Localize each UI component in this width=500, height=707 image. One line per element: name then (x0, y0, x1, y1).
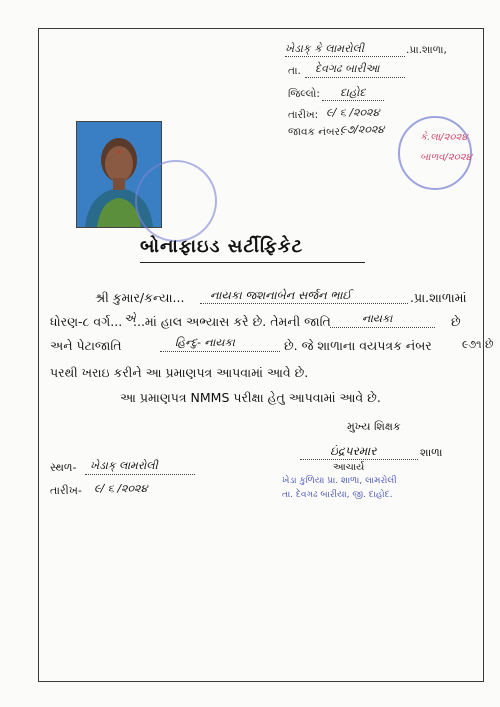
footer-date-label: તારીખ- (50, 484, 82, 497)
line3-prefix: અને પેટાજાતિ (50, 338, 122, 353)
title-underline (140, 262, 365, 263)
line3-mid: છે. જે શાળાના વયપત્રક નંબર (284, 338, 432, 353)
line2-prefix: ધોરણ-૮ વર્ગ... (50, 314, 123, 329)
footer-date-value: ૯/ ૬ /૨૦૨૪ (94, 482, 148, 495)
outward-number-label: જાવક નંબર: (288, 126, 344, 138)
line1-suffix: .પ્રા.શાળામાં (410, 290, 467, 305)
taluka-value: દેવગઢ બારીઆ (315, 62, 380, 75)
line5-text: આ પ્રમાણપત્ર NMMS પરીક્ષા હેતુ આપવામાં આવે છે. (120, 390, 381, 405)
line1-prefix: શ્રી કુમાર/કન્યા... (95, 290, 185, 305)
place-value: ખેડાક્ લામરોલી (90, 459, 158, 472)
date-value: ૯/ ૬ /૨૦૨૪ (326, 106, 380, 119)
certificate-title: બોનાફાઇડ સર્ટીફિકેટ (140, 236, 304, 257)
subcaste-value: હિન્દુ- નાયકા (175, 336, 235, 349)
student-name-value: નાયકા જશનાબેન સર્જન ભાઈ (210, 288, 352, 302)
principal-label: મુખ્ય શિક્ષક (347, 420, 401, 433)
class-value: એ (124, 312, 136, 325)
school-name-handwritten: ખેડાક્ કે લામરોલી (285, 42, 364, 55)
date-label: તારીખ: (288, 109, 319, 121)
acharya-label: આચાર્ય (333, 462, 365, 473)
stamp-handwriting-2: બાળવ/૨૦૨૪ (420, 152, 472, 163)
taluka-label: તા. (288, 65, 301, 77)
outward-number-value: ૯૭/૨૦૨૪ (340, 123, 385, 136)
caste-value: નાયકા (362, 312, 393, 325)
stamp-handwriting-1: કે.લા/૨૦૨૪ (420, 132, 468, 143)
line2-suffix: છે (451, 314, 461, 329)
place-label: સ્થળ- (50, 461, 77, 474)
line2-mid: ...માં હાલ અભ્યાસ કરે છે. તેમની જાતિ (133, 314, 331, 329)
photo-stamp (135, 160, 217, 242)
stamp-line-2: તા. દેવગઢ બારીયા, જી. દાહોદ. (282, 490, 393, 500)
district-label: જિલ્લો: (288, 88, 320, 100)
signature: ઇંદ્રપરમાર (330, 444, 377, 458)
stamp-line-1: ખેડા કુળિયા પ્રા. શાળા, લામરોલી (282, 476, 397, 486)
line4-text: પરથી ખરાઇ કરીને આ પ્રમાણપત્ર આપવામાં આવે છે. (50, 365, 309, 380)
district-value: દાહોદ (340, 86, 366, 99)
line3-suffix: ૯૭૧ છે (462, 338, 494, 351)
school-name-suffix: .પ્રા.શાળા, (406, 44, 447, 56)
school-label: શાળા (420, 446, 443, 459)
